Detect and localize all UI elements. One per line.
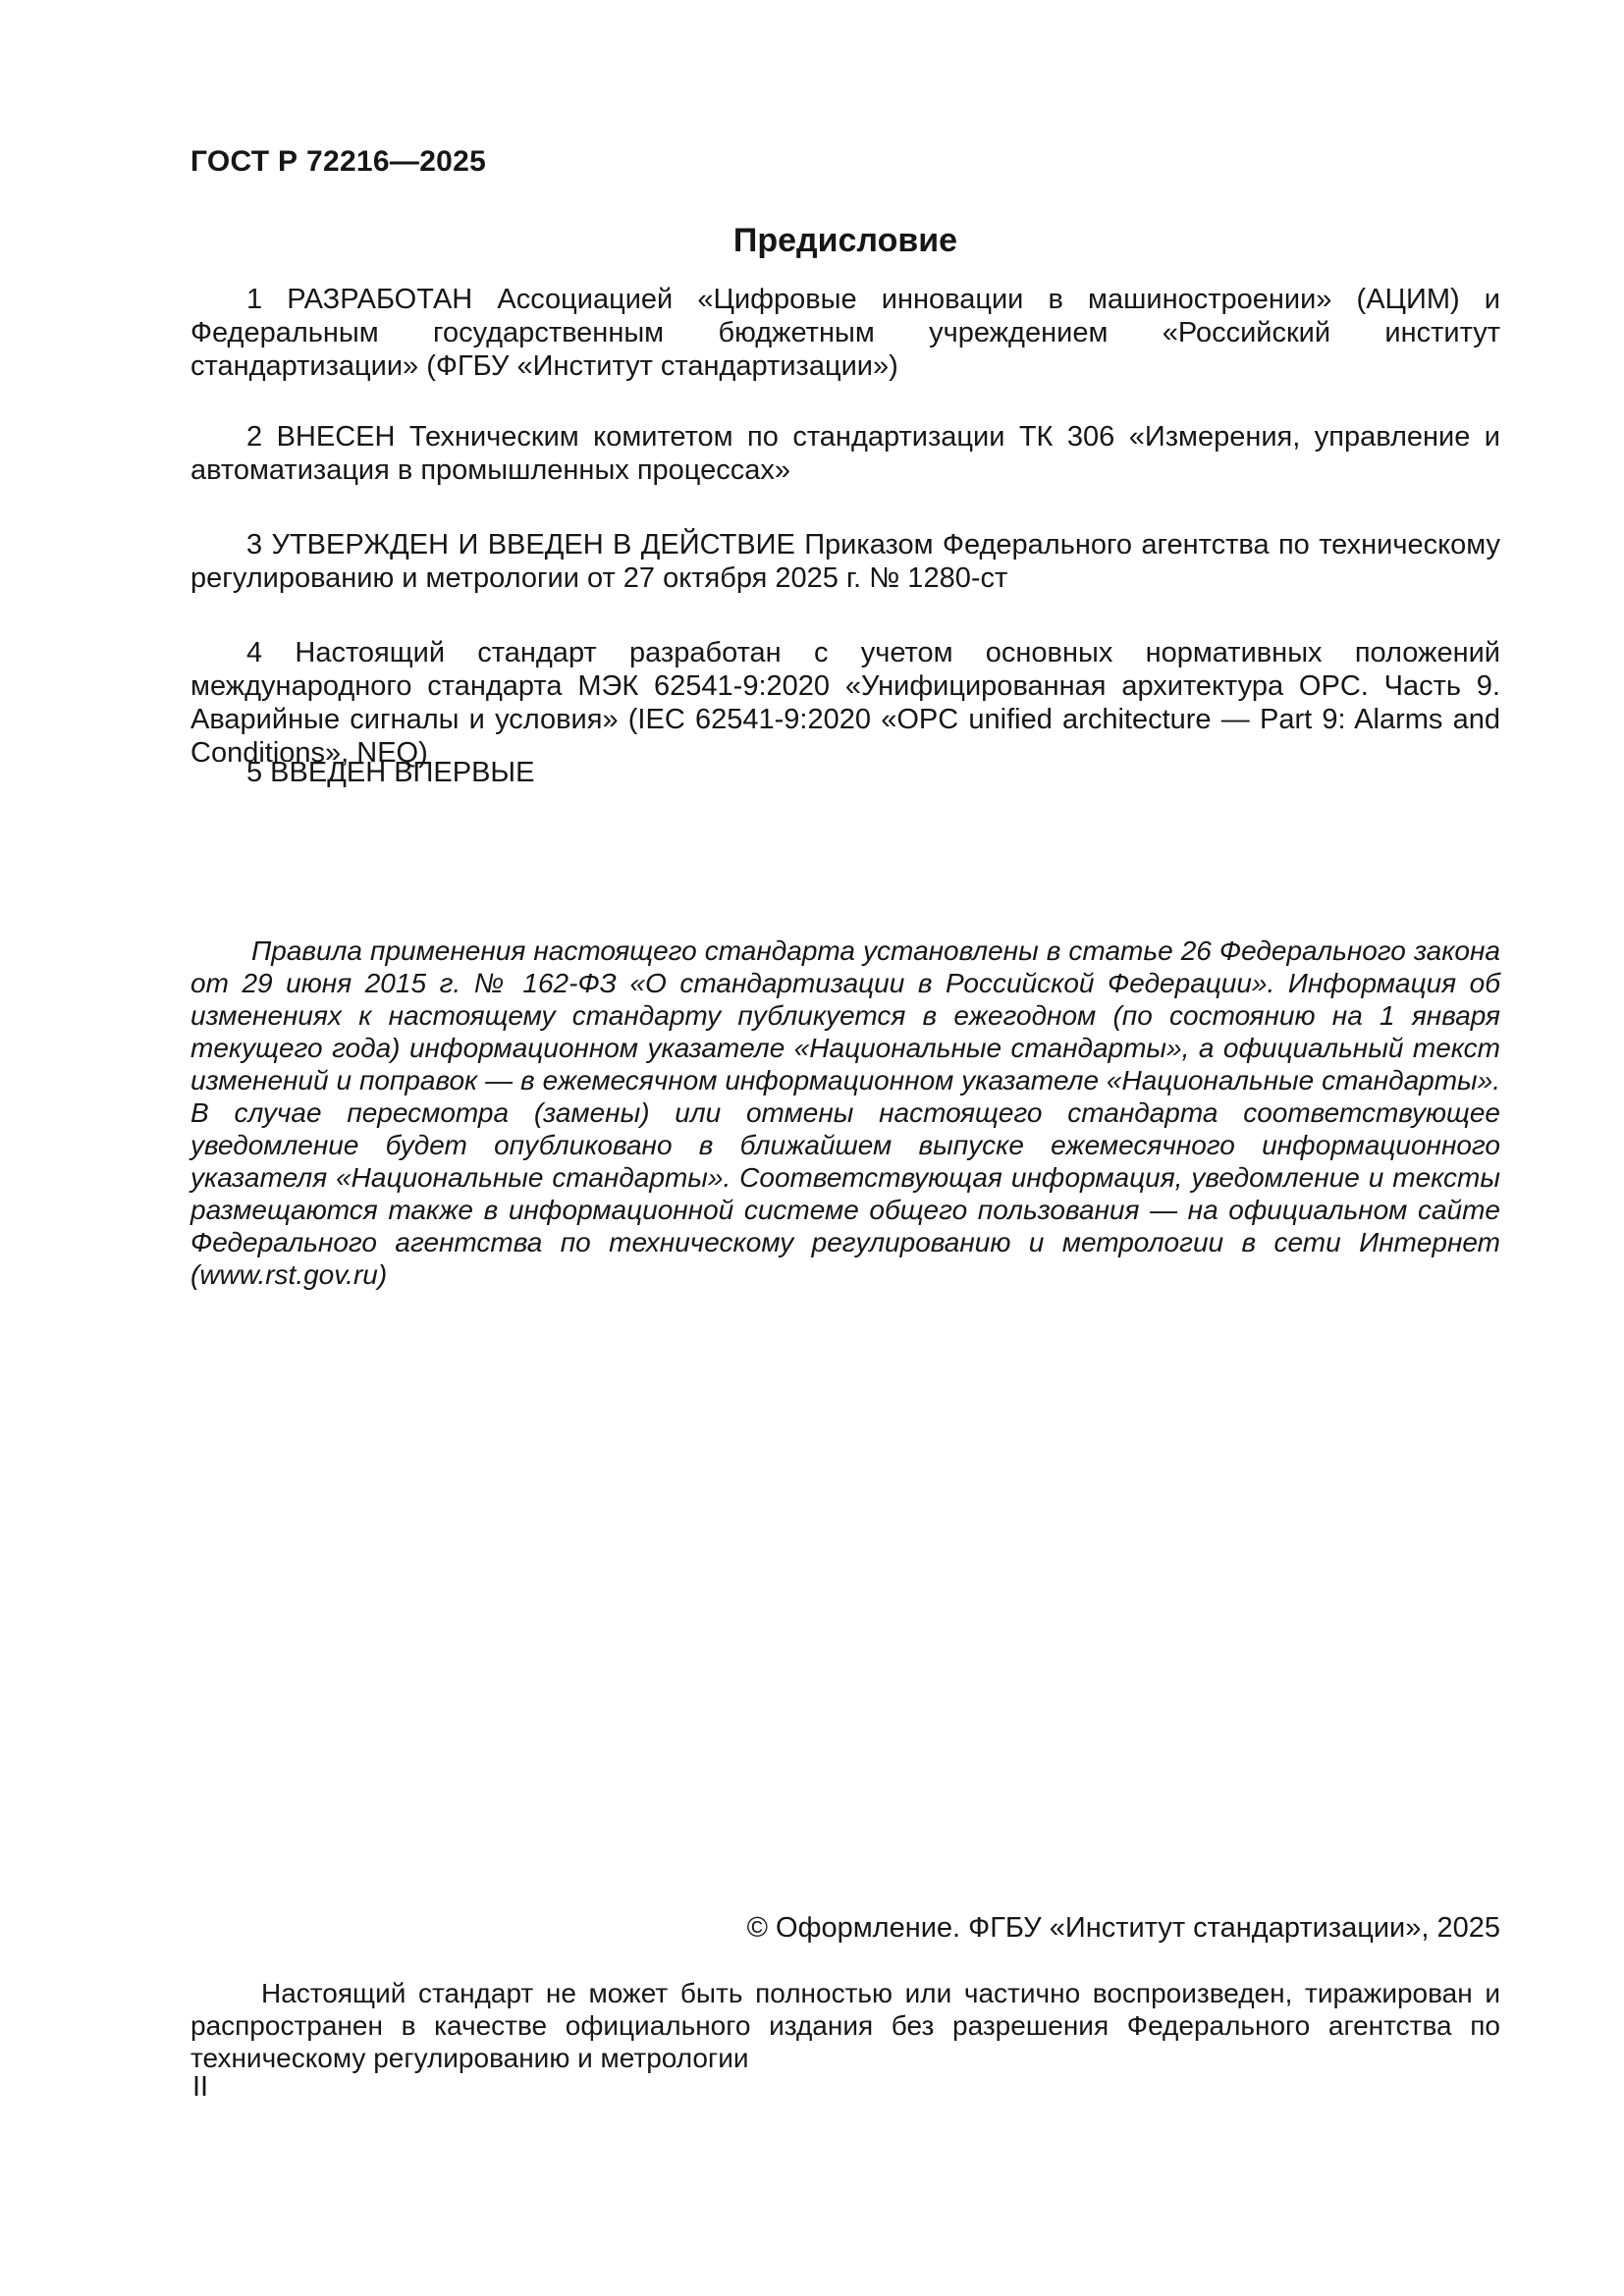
copyright-line: © Оформление. ФГБУ «Институт стандартизации», 2025 [746, 1912, 1500, 1944]
doc-number: ГОСТ Р 72216—2025 [190, 145, 487, 178]
foreword-item-developed: 1 РАЗРАБОТАН Ассоциацией «Цифровые инновации в машиностроении» (АЦИМ) и Федеральным государственным бюджетным учреждением «Российский институт стандартизации» (ФГБУ «Институт стандартизации») [190, 284, 1500, 382]
page-title: Предисловие [732, 222, 958, 259]
page-number: II [192, 2071, 209, 2103]
foreword-item-basis: 4 Настоящий стандарт разработан с учетом основных нормативных положений международного стандарта МЭК 62541-9:2020 «Унифицированная архитектура OPC. Часть 9. Аварийные сигналы и условия» (IEC 62541-9:2020 «OPC unified architecture — Part 9: Alarms and Conditions», NEQ) [190, 637, 1500, 769]
foreword-item-first-edition: 5 ВВЕДЕН ВПЕРВЫЕ [246, 757, 535, 788]
foreword-item-approved: 3 УТВЕРЖДЕН И ВВЕДЕН В ДЕЙСТВИЕ Приказом Федерального агентства по техническому регулированию и метрологии от 27 октября 2025 г. № 1280-ст [190, 529, 1500, 594]
foreword-item-submitted: 2 ВНЕСЕН Техническим комитетом по стандартизации ТК 306 «Измерения, управление и автоматизация в промышленных процессах» [190, 421, 1500, 486]
distribution-notice: Настоящий стандарт не может быть полностью или частично воспроизведен, тиражирован и распространен в качестве официального издания без разрешения Федерального агентства по техническому регулированию и метрологии [190, 1978, 1500, 2073]
legal-notice: Правила применения настоящего стандарта установлены в статье 26 Федерального закона от 29 июня 2015 г. № 162-ФЗ «О стандартизации в Российской Федерации». Информация об изменениях к настоящему стандарту публикуется в ежегодном (по состоянию на 1 января текущего года) информационном указателе «Национальные стандарты», а официальный текст изменений и поправок — в ежемесячном информационном указателе «Национальные стандарты». В случае пересмотра (замены) или отмены настоящего стандарта соответствующее уведомление будет опубликовано в ближайшем выпуске ежемесячного информационного указателя «Национальные стандарты». Соответствующая информация, уведомление и тексты размещаются также в информационной системе общего пользования — на официальном сайте Федерального агентства по техническому регулированию и метрологии в сети Интернет (www.rst.gov.ru) [190, 935, 1500, 1290]
